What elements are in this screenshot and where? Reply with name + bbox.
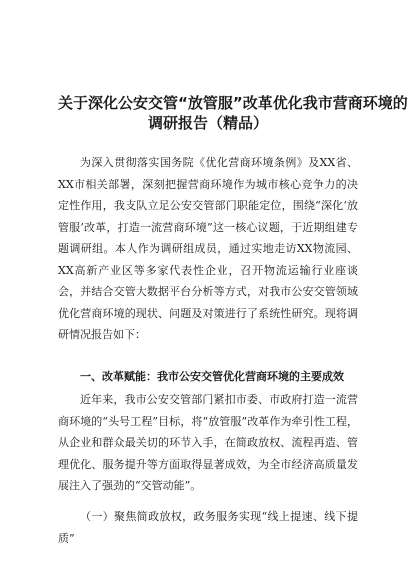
- section-heading: 一、改革赋能：我市公安交管优化营商环境的主要成效: [80, 370, 344, 383]
- intro-paragraph: 为深入贯彻落实国务院《优化营商环境条例》及XX省、XX市相关部署，深刻把握营商环境作为城市核心竞争力的决定性作用，我支队立足公安交管部门职能定位，围绕“深化‘放管服’改革，打造一流营商环境”这一核心议题，于近期组建专题调研组。本人作为调研组成员，通过实地走访XX物流园、XX高新产业区等多家代表性企业，召开物流运输行业座谈会，并结合交管大数据平台分析等方式，对我市公安交管领域优化营商环境的现状、问题及对策进行了系统性研究。现将调研情况报告如下：: [58, 156, 358, 341]
- subsection-heading: （一）聚焦简政放权，政务服务实现“线上提速、线下提质”: [58, 510, 358, 545]
- section-paragraph: 近年来，我市公安交管部门紧扣市委、市政府打造一流营商环境的“头号工程”目标，将“放管服”改革作为牵引性工程，从企业和群众最关切的环节入手，在简政放权、流程再造、管理优化、服务提升等方面取得显著成效，为全市经济高质量发展注入了强劲的“交管动能”。: [58, 393, 358, 492]
- document-title-line-1: 关于深化公安交管“放管服”改革优化我市营商环境的: [58, 94, 408, 112]
- document-title-line-2: 调研报告（精品）: [147, 114, 268, 132]
